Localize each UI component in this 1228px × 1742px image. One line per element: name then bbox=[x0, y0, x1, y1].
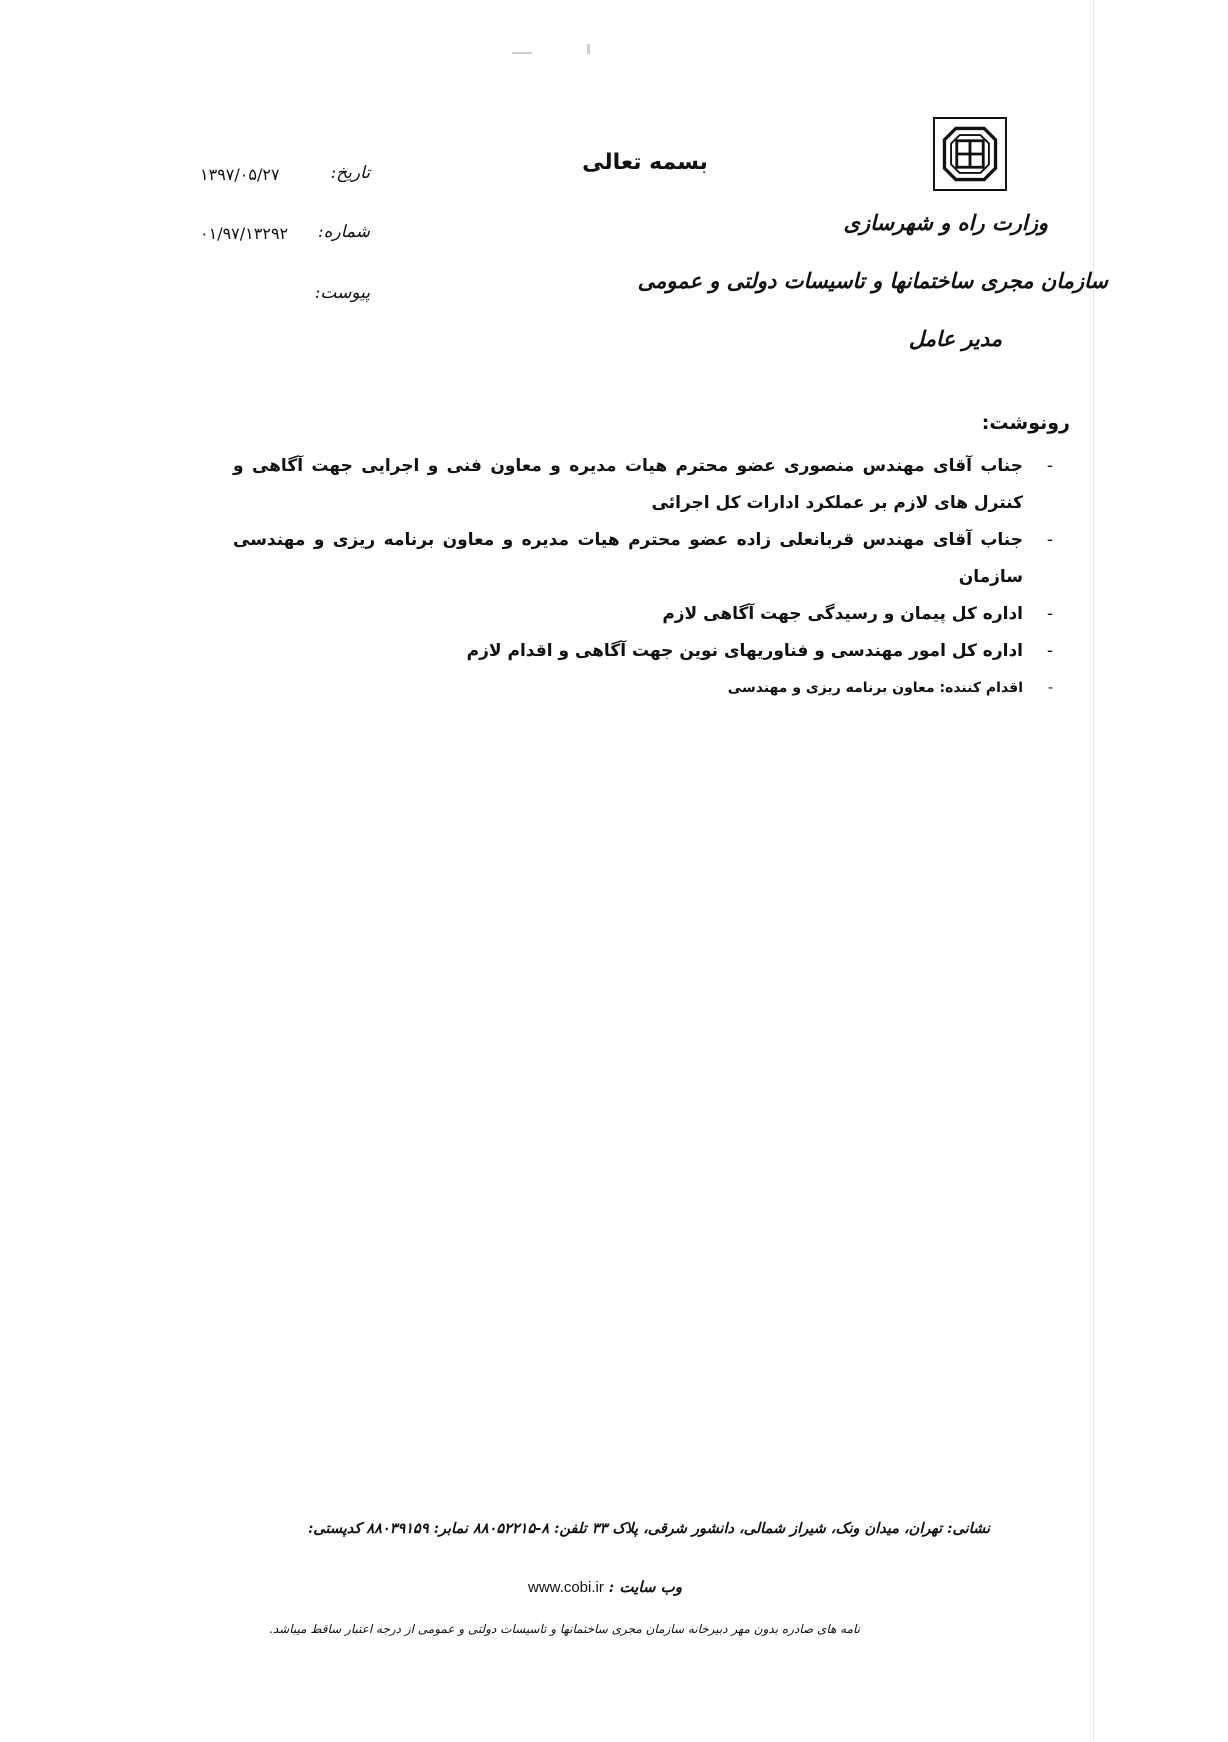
organization-name: سازمان مجری ساختمانها و تاسیسات دولتی و عمومی bbox=[637, 268, 1108, 293]
cc-item bbox=[233, 448, 1053, 522]
cc-item bbox=[233, 522, 1053, 596]
cc-heading: رونوشت: bbox=[981, 412, 1070, 434]
date-row bbox=[190, 163, 370, 193]
website-url: www.cobi.ir bbox=[527, 1579, 604, 1596]
website-label: وب سایت : bbox=[608, 1578, 683, 1596]
scan-smudge bbox=[587, 44, 590, 54]
logo-emblem-icon bbox=[935, 119, 1005, 189]
cc-item bbox=[233, 670, 1053, 707]
footer-website bbox=[480, 1578, 730, 1596]
cc-item bbox=[233, 596, 1053, 633]
list-dash: - bbox=[1046, 456, 1053, 476]
letter-number-label: شماره: bbox=[317, 222, 370, 242]
list-dash: - bbox=[1046, 530, 1053, 550]
bismillah-heading: بسمه تعالی bbox=[582, 150, 708, 175]
list-dash: - bbox=[1046, 641, 1053, 661]
list-dash: - bbox=[1047, 680, 1053, 696]
cc-item-text: اداره کل امور مهندسی و فناوریهای نوین جهت آگاهی و اقدام لازم bbox=[466, 641, 1023, 661]
footer-address: نشانی: تهران، میدان ونک، شیراز شمالی، دانشور شرقی، پلاک ۳۳ تلفن: ۸-۸۸۰۵۲۲۱۵ نمابر: ۸۸۰۳۹۱۵۹ کدپستی: bbox=[307, 1520, 990, 1537]
cc-list bbox=[233, 448, 1053, 707]
cc-item-text: اقدام کننده: معاون برنامه ریزی و مهندسی bbox=[727, 680, 1023, 696]
date-value: ۱۳۹۷/۰۵/۲۷ bbox=[200, 165, 280, 184]
organization-logo bbox=[933, 117, 1007, 191]
letter-number-row bbox=[190, 222, 370, 252]
footer-validity-note: نامه های صادره بدون مهر دبیرخانه سازمان مجری ساختمانها و تاسیسات دولتی و عمومی از درجه اعتبار ساقط میباشد. bbox=[269, 1622, 860, 1636]
cc-item bbox=[233, 633, 1053, 670]
scan-smudge bbox=[512, 52, 532, 54]
scan-edge-line bbox=[1093, 0, 1094, 1742]
attachment-label: پیوست: bbox=[314, 283, 370, 303]
attachment-row bbox=[190, 283, 370, 313]
letter-number-value: ۰۱/۹۷/۱۳۲۹۲ bbox=[200, 224, 289, 243]
ministry-name: وزارت راه و شهرسازی bbox=[843, 210, 1048, 235]
sender-position: مدیر عامل bbox=[908, 326, 1002, 351]
cc-item-text: جناب آقای مهندس منصوری عضو محترم هیات مدیره و معاون فنی و اجرایی جهت آگاهی و کنترل های لازم بر عملکرد ادارات کل اجرائی bbox=[233, 456, 1023, 513]
date-label: تاریخ: bbox=[330, 163, 370, 183]
cc-item-text: اداره کل پیمان و رسیدگی جهت آگاهی لازم bbox=[662, 604, 1023, 624]
list-dash: - bbox=[1046, 604, 1053, 624]
cc-item-text: جناب آقای مهندس قربانعلی زاده عضو محترم هیات مدیره و معاون برنامه ریزی و مهندسی سازمان bbox=[233, 530, 1023, 587]
